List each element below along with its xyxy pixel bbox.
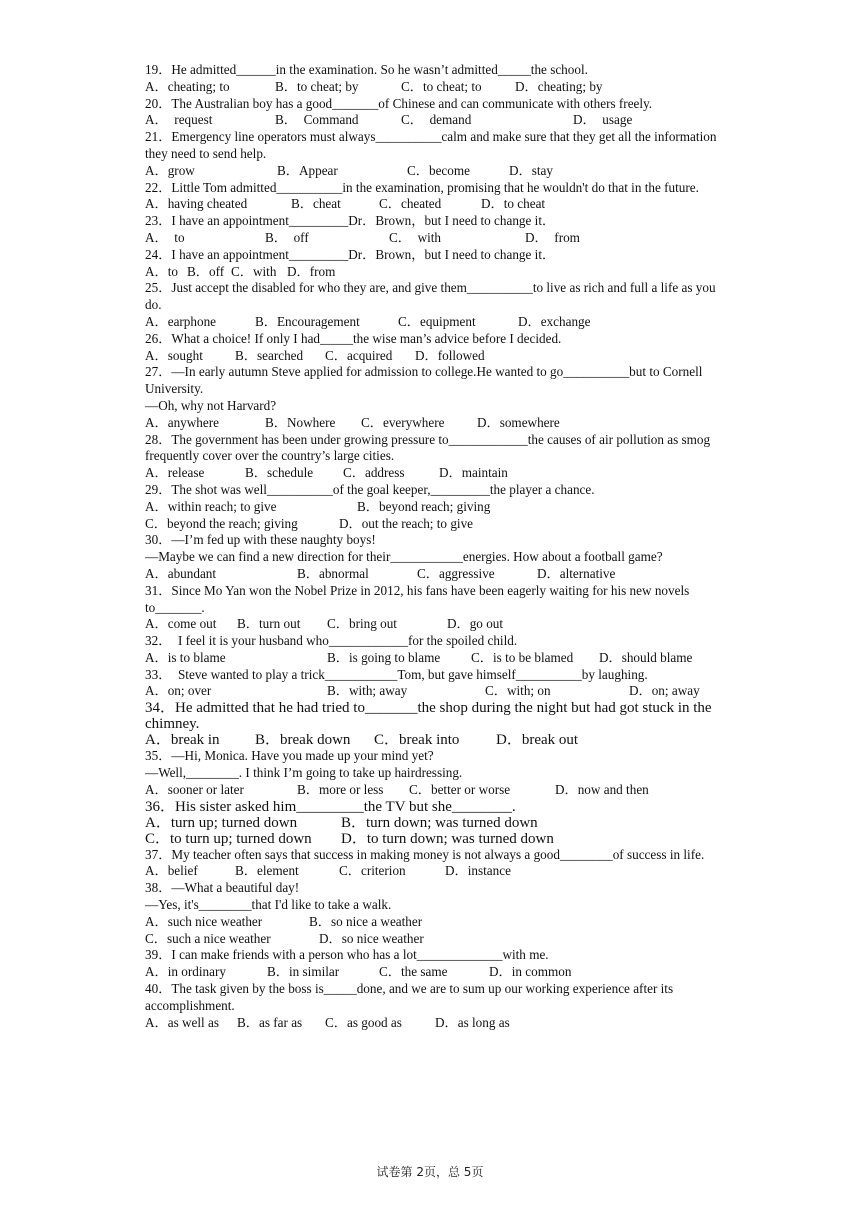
option-a: A．having cheated	[145, 196, 248, 212]
question-stem: 31．Since Mo Yan won the Nobel Prize in 2012, his fans have been eagerly waiting for his new novels to_______.	[145, 582, 690, 615]
option-c: C．break into	[374, 732, 460, 749]
question-stem: 34．He admitted that he had tried to_______the shop during the night but had got stuck in the chimney.	[145, 700, 712, 733]
option-c: C．address	[343, 465, 405, 481]
option-a: A．sooner or later	[145, 781, 244, 797]
option-c: C．aggressive	[417, 565, 495, 581]
question-options	[145, 683, 720, 700]
question-options	[145, 815, 720, 831]
question-options	[145, 499, 720, 516]
option-d: D．cheating; by	[515, 78, 603, 94]
question-35	[145, 748, 720, 798]
option-b: B．as far as	[237, 1014, 303, 1030]
option-b: B．with; away	[327, 683, 408, 699]
question-stem: 32． I feel it is your husband who____________for the spoiled child.	[145, 633, 518, 649]
option-b: B．abnormal	[297, 565, 369, 581]
question-options	[145, 831, 720, 847]
option-b: B．Encouragement	[255, 313, 360, 329]
option-c: C．to cheat; to	[401, 78, 482, 94]
option-b: B． Command	[275, 112, 359, 128]
option-d: D． usage	[573, 112, 633, 128]
question-30	[145, 532, 720, 582]
option-b: B．to cheat; by	[275, 78, 359, 94]
question-19	[145, 62, 720, 96]
option-c: C．equipment	[398, 313, 476, 329]
question-options	[145, 931, 720, 948]
option-b: B．more or less	[297, 781, 384, 797]
option-c: C．become	[407, 162, 470, 178]
option-c: C．as good as	[325, 1014, 402, 1030]
option-a: A．to	[145, 263, 178, 279]
question-22	[145, 180, 720, 214]
option-b: B．cheat	[291, 196, 341, 212]
option-d: D．to cheat	[481, 196, 546, 212]
option-d: D．break out	[496, 732, 579, 749]
question-stem: 39．I can make friends with a person who has a lot_____________with me.	[145, 947, 549, 963]
option-b: B．schedule	[245, 465, 314, 481]
option-b: B．so nice a weather	[309, 913, 423, 929]
exam-page	[145, 62, 720, 1031]
option-a: A．release	[145, 465, 205, 481]
option-c: C．everywhere	[361, 414, 445, 430]
option-b: B．Nowhere	[265, 414, 336, 430]
option-c: C．with	[231, 263, 277, 279]
question-stem: 27．—In early autumn Steve applied for admission to college.He wanted to go__________but to Cornell University.	[145, 364, 703, 397]
question-38	[145, 880, 720, 947]
question-stem: 38．—What a beautiful day!	[145, 880, 300, 896]
option-a: A．earphone	[145, 313, 217, 329]
option-a: A．within reach; to give	[145, 498, 277, 514]
question-23	[145, 213, 720, 247]
option-b: B．turn out	[237, 616, 301, 632]
question-stem: 23．I have an appointment_________Dr．Brown，but I need to change it．	[145, 213, 556, 229]
option-c: C．the same	[379, 964, 448, 980]
option-b: B．off	[187, 263, 225, 279]
question-options	[145, 1015, 720, 1032]
question-stem: 40．The task given by the boss is_____done, and we are to sum up our working experience after its accomplishment.	[145, 981, 674, 1013]
option-a: A． request	[145, 112, 213, 128]
question-options	[145, 650, 720, 667]
question-options	[145, 863, 720, 880]
question-options	[145, 79, 720, 96]
option-a: A．cheating; to	[145, 78, 230, 94]
question-options	[145, 616, 720, 633]
option-c: C．such a nice weather	[145, 930, 271, 946]
question-options	[145, 196, 720, 213]
question-options	[145, 516, 720, 533]
question-39	[145, 947, 720, 981]
option-d: D．should blame	[599, 649, 693, 665]
option-b: B．searched	[235, 347, 304, 363]
option-d: D．alternative	[537, 565, 616, 581]
option-c: C．acquired	[325, 347, 393, 363]
question-options	[145, 112, 720, 129]
question-stem: 28．The government has been under growing pressure to____________the causes of air pollution as smog frequently cover over the country’s large cities.	[145, 431, 711, 464]
question-stem: 21．Emergency line operators must always__________calm and make sure that they get all the information they need to send help.	[145, 129, 717, 161]
question-29	[145, 482, 720, 532]
question-stem: 36．His sister asked him_________the TV but she________.	[145, 798, 516, 815]
option-a: A．anywhere	[145, 414, 219, 430]
option-a: A．belief	[145, 863, 198, 879]
option-b: B．element	[235, 863, 299, 879]
option-d: D．exchange	[518, 313, 591, 329]
option-b: B．beyond reach; giving	[357, 498, 491, 514]
question-stem: 26．What a choice! If only I had_____the wise man’s advice before I decided.	[145, 330, 562, 346]
question-options	[145, 465, 720, 482]
question-34	[145, 700, 720, 748]
option-b: B．break down	[255, 732, 351, 749]
option-c: C．cheated	[379, 196, 442, 212]
question-stem: 30．—I’m fed up with these naughty boys!	[145, 532, 376, 548]
option-c: C．beyond the reach; giving	[145, 515, 298, 531]
option-d: D．stay	[509, 162, 553, 178]
option-d: D．in common	[489, 964, 572, 980]
option-b: B．is going to blame	[327, 649, 441, 665]
option-a: A．turn up; turned down	[145, 814, 298, 831]
option-c: C．better or worse	[409, 781, 511, 797]
question-options	[145, 415, 720, 432]
option-c: C．with; on	[485, 683, 551, 699]
option-d: D．somewhere	[477, 414, 560, 430]
question-stem: 29．The shot was well__________of the goal keeper,_________the player a chance.	[145, 481, 595, 497]
option-b: B．Appear	[277, 162, 338, 178]
option-d: D．to turn down; was turned down	[341, 830, 554, 847]
option-b: B．in similar	[267, 964, 340, 980]
question-options	[145, 964, 720, 981]
question-options	[145, 566, 720, 583]
question-stem: 25．Just accept the disabled for who they are, and give them__________to live as rich and full a life as you do.	[145, 280, 716, 313]
question-26	[145, 331, 720, 365]
option-d: D．now and then	[555, 781, 649, 797]
option-c: C．bring out	[327, 616, 397, 632]
option-a: A．abundant	[145, 565, 217, 581]
question-options	[145, 314, 720, 331]
question-27	[145, 364, 720, 431]
question-24	[145, 247, 720, 281]
option-d: D．followed	[415, 347, 485, 363]
option-a: A．is to blame	[145, 649, 226, 665]
option-d: D．so nice weather	[319, 930, 424, 946]
question-options	[145, 782, 720, 799]
question-reply: —Oh, why not Harvard?	[145, 397, 277, 413]
option-c: C．is to be blamed	[471, 649, 574, 665]
question-options	[145, 348, 720, 365]
option-a: A．sought	[145, 347, 203, 363]
question-33	[145, 667, 720, 701]
option-d: D．as long as	[435, 1014, 510, 1030]
question-21	[145, 129, 720, 179]
question-options	[145, 230, 720, 247]
question-20	[145, 96, 720, 130]
option-b: B．turn down; was turned down	[341, 814, 538, 831]
option-d: D．on; away	[629, 683, 700, 699]
page-footer: 试卷第 2页，总 5页	[376, 1165, 484, 1179]
question-40	[145, 981, 720, 1031]
question-reply: —Well,________. I think I’m going to take up hairdressing.	[145, 765, 463, 781]
option-c: C．criterion	[339, 863, 406, 879]
option-c: C． demand	[401, 112, 472, 128]
question-stem: 37．My teacher often says that success in making money is not always a good________of success in life.	[145, 846, 705, 862]
option-a: A．grow	[145, 162, 195, 178]
question-28	[145, 432, 720, 482]
option-a: A．as well as	[145, 1014, 219, 1030]
option-d: D．go out	[447, 616, 504, 632]
option-a: A．break in	[145, 732, 220, 749]
question-stem: 20．The Australian boy has a good_______of Chinese and can communicate with others freely.	[145, 95, 653, 111]
question-31	[145, 583, 720, 633]
question-options	[145, 914, 720, 931]
option-a: A．in ordinary	[145, 964, 226, 980]
option-a: A．on; over	[145, 683, 212, 699]
question-36	[145, 799, 720, 847]
option-c: C． with	[389, 229, 442, 245]
option-a: A．such nice weather	[145, 913, 263, 929]
question-reply: —Maybe we can find a new direction for their___________energies. How about a football game?	[145, 549, 663, 565]
question-stem: 24．I have an appointment_________Dr．Brown，but I need to change it．	[145, 246, 556, 262]
question-options	[145, 163, 720, 180]
question-stem: 19．He admitted______in the examination. So he wasn’t admitted_____the school.	[145, 62, 588, 77]
option-c: C．to turn up; turned down	[145, 830, 312, 847]
question-stem: 22．Little Tom admitted__________in the examination, promising that he wouldn't do that in the future.	[145, 179, 699, 195]
option-d: D．out the reach; to give	[339, 515, 474, 531]
option-d: D． from	[525, 229, 580, 245]
question-reply: —Yes, it's________that I'd like to take a walk.	[145, 897, 392, 913]
question-options	[145, 732, 720, 748]
question-37	[145, 847, 720, 881]
option-a: A．come out	[145, 616, 217, 632]
option-d: D．from	[287, 263, 336, 279]
question-stem: 35．—Hi, Monica. Have you made up your mind yet?	[145, 748, 434, 764]
question-options	[145, 264, 720, 281]
question-stem: 33． Steve wanted to play a trick___________Tom, but gave himself__________by laughing.	[145, 666, 648, 682]
question-32	[145, 633, 720, 667]
question-25	[145, 280, 720, 330]
option-b: B． off	[265, 229, 309, 245]
option-d: D．maintain	[439, 465, 508, 481]
option-d: D．instance	[445, 863, 511, 879]
option-a: A． to	[145, 229, 185, 245]
